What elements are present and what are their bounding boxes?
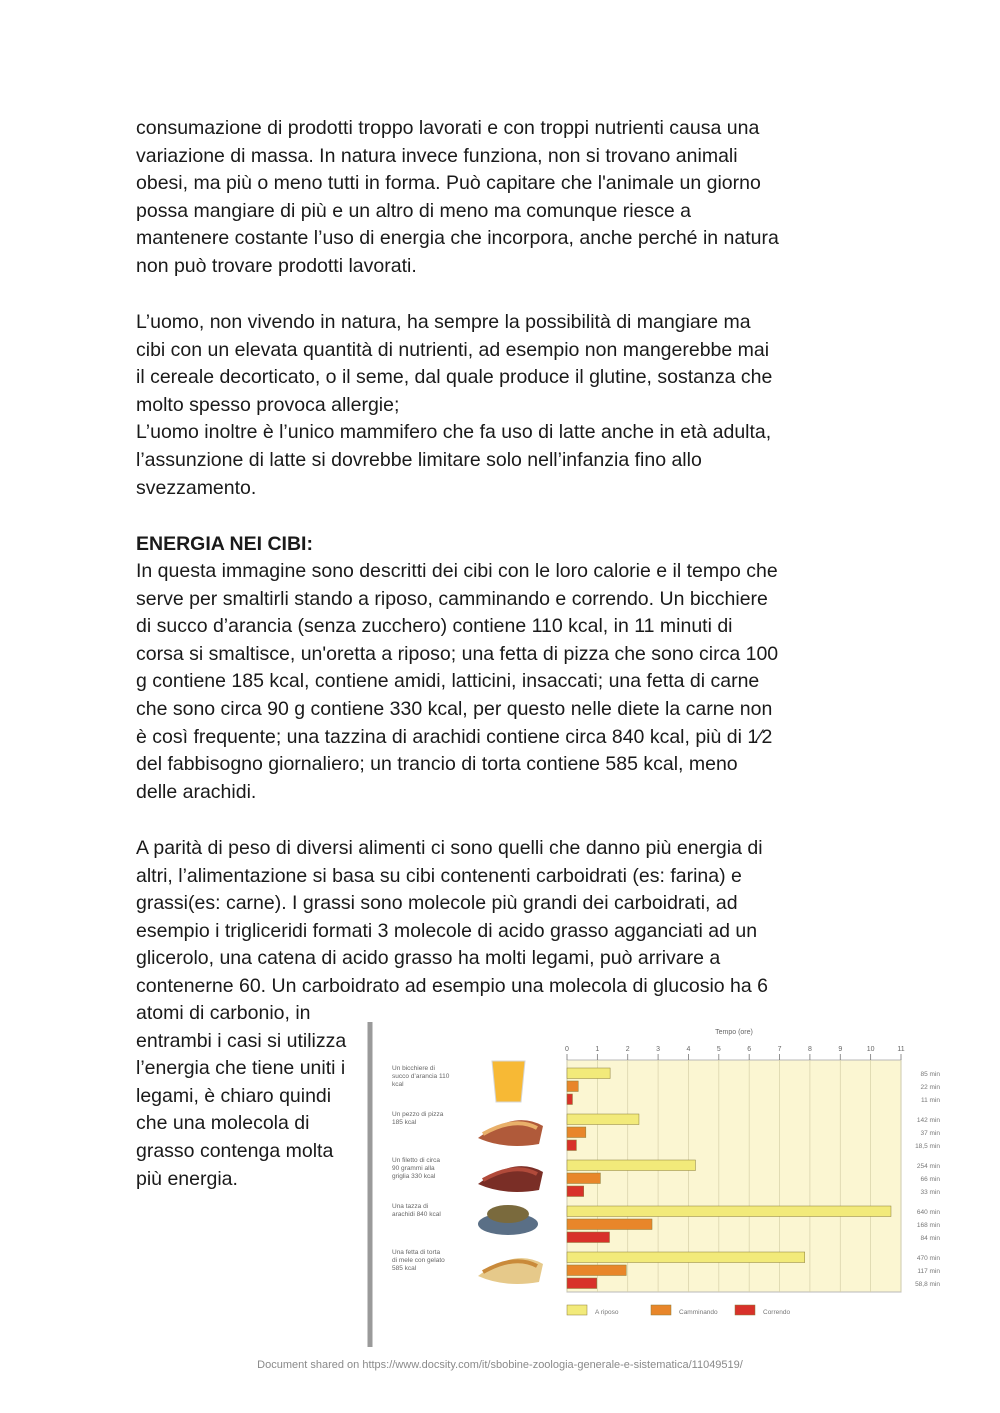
- legend-label: A riposo: [595, 1309, 619, 1316]
- paragraph-energia-cibi: [136, 558, 836, 806]
- value-label: 117 min: [917, 1268, 940, 1275]
- text-line: delle arachidi.: [136, 780, 257, 803]
- category-label: Un pezzo di pizza: [392, 1111, 444, 1118]
- text-line: l’assunzione di latte si dovrebbe limitare solo nell’infanzia fino allo: [136, 448, 702, 471]
- value-label: 470 min: [916, 1255, 940, 1262]
- text-line: grassi(es: carne). I grassi sono molecole più grandi dei carboidrati, ad: [136, 892, 738, 915]
- legend-swatch: [651, 1305, 671, 1315]
- legend-label: Correndo: [763, 1309, 791, 1316]
- text-line: non può trovare prodotti lavorati.: [136, 254, 417, 277]
- text-line: glicerolo, una catena di acido grasso ha molti legami, può arrivare a: [136, 947, 721, 970]
- value-label: 22 min: [920, 1084, 940, 1091]
- legend-label: Camminando: [679, 1309, 718, 1316]
- value-label: 640 min: [916, 1209, 940, 1216]
- x-tick-label: 2: [625, 1046, 630, 1053]
- text-line: svezzamento.: [136, 476, 257, 499]
- text-line: g contiene 185 kcal, contiene amidi, latticini, insaccati; una fetta di carne: [136, 670, 760, 693]
- x-tick-label: 4: [686, 1046, 691, 1053]
- x-tick-label: 10: [866, 1046, 875, 1053]
- text-line: obesi, ma più o meno tutti in forma. Può capitare che l'animale un giorno: [136, 172, 761, 195]
- value-label: 142 min: [916, 1117, 940, 1124]
- bar: [567, 1186, 584, 1197]
- category-label: Una tazza di: [392, 1203, 429, 1210]
- legend-swatch: [567, 1305, 587, 1315]
- text-line: che una molecola di: [136, 1112, 310, 1135]
- text-line: l’energia che tiene uniti i: [136, 1057, 346, 1080]
- text-line: di succo d’arancia (senza zucchero) contiene 110 kcal, in 11 minuti di: [136, 615, 733, 638]
- text-line: che sono circa 90 g contiene 330 kcal, per questo nelle diete la carne non: [136, 697, 773, 720]
- value-label: 85 min: [920, 1071, 940, 1078]
- paragraph-uomo: [136, 309, 836, 502]
- value-label: 66 min: [920, 1176, 940, 1183]
- bar: [567, 1252, 805, 1263]
- x-tick-label: 11: [897, 1046, 905, 1053]
- food-energy-figure: [365, 1022, 965, 1350]
- x-tick-label: 5: [716, 1046, 721, 1053]
- text-line: mantenere costante l’uso di energia che incorpora, anche perché in natura: [136, 227, 779, 250]
- value-label: 58,8 min: [915, 1281, 940, 1288]
- value-label: 33 min: [920, 1189, 940, 1196]
- category-label: succo d’arancia 110: [392, 1073, 450, 1080]
- text-line: è così frequente; una tazzina di arachidi contiene circa 840 kcal, più di 1⁄2: [136, 725, 773, 748]
- bar: [567, 1140, 576, 1151]
- text-line: consumazione di prodotti troppo lavorati e con troppi nutrienti causa una: [136, 117, 760, 139]
- text-line: legami, è chiaro quindi: [136, 1084, 332, 1107]
- text-line: A parità di peso di diversi alimenti ci sono quelli che danno più energia di: [136, 837, 763, 859]
- bar: [567, 1232, 610, 1243]
- bar: [567, 1160, 695, 1171]
- category-label: 185 kcal: [392, 1119, 417, 1126]
- value-label: 168 min: [916, 1222, 940, 1229]
- category-label: griglia 330 kcal: [392, 1173, 436, 1180]
- value-label: 18,5 min: [915, 1143, 940, 1150]
- bar: [567, 1219, 652, 1230]
- text-line: atomi di carbonio, in: [136, 1002, 311, 1024]
- juice-glass-icon: [492, 1061, 525, 1102]
- bar: [567, 1127, 586, 1138]
- category-label: Un bicchiere di: [392, 1065, 435, 1072]
- category-label: kcal: [392, 1081, 404, 1088]
- text-line: In questa immagine sono descritti dei cibi con le loro calorie e il tempo che: [136, 560, 778, 582]
- x-tick-label: 0: [565, 1046, 569, 1053]
- paragraph-consumazione: [136, 115, 836, 281]
- section-heading: ENERGIA NEI CIBI:: [136, 533, 313, 555]
- text-line: esempio i trigliceridi formati 3 molecole di acido grasso agganciati ad un: [136, 919, 758, 942]
- value-label: 84 min: [920, 1235, 940, 1242]
- bar: [567, 1278, 597, 1289]
- text-line: L’uomo, non vivendo in natura, ha sempre la possibilità di mangiare ma: [136, 311, 751, 333]
- value-label: 254 min: [916, 1163, 940, 1170]
- text-line: contenerne 60. Un carboidrato ad esempio una molecola di glucosio ha 6: [136, 974, 768, 997]
- bar: [567, 1114, 639, 1125]
- text-line: serve per smaltirli stando a riposo, camminando e correndo. Un bicchiere: [136, 587, 768, 610]
- value-label: 11 min: [920, 1097, 940, 1104]
- x-tick-label: 3: [656, 1046, 661, 1053]
- bar: [567, 1173, 600, 1184]
- category-label: arachidi 840 kcal: [392, 1211, 441, 1218]
- bar: [567, 1265, 626, 1276]
- text-line: più energia.: [136, 1167, 238, 1190]
- x-tick-label: 6: [747, 1046, 752, 1053]
- chart-title: Tempo (ore): [715, 1029, 753, 1036]
- value-label: 37 min: [920, 1130, 940, 1137]
- category-label: Una fetta di torta: [392, 1249, 441, 1256]
- text-line: cibi con un elevata quantità di nutrienti, ad esempio non mangerebbe mai: [136, 338, 770, 361]
- bar: [567, 1094, 572, 1105]
- category-label: 585 kcal: [392, 1265, 417, 1272]
- x-tick-label: 9: [838, 1046, 843, 1053]
- paragraph-energia-legami: [136, 1000, 376, 1193]
- text-line: entrambi i casi si utilizza: [136, 1029, 347, 1052]
- bar: [567, 1206, 891, 1217]
- category-label: 90 grammi alla: [392, 1165, 435, 1172]
- x-tick-label: 8: [807, 1046, 812, 1053]
- text-line: L’uomo inoltre è l’unico mammifero che fa uso di latte anche in età adulta,: [136, 421, 772, 444]
- text-line: grasso contenga molta: [136, 1139, 334, 1162]
- bar: [567, 1068, 610, 1079]
- food-energy-chart: [365, 1022, 965, 1350]
- bar: [567, 1081, 578, 1092]
- category-label: di mele con gelato: [392, 1257, 445, 1264]
- x-tick-label: 7: [777, 1046, 782, 1053]
- text-line: molto spesso provoca allergie;: [136, 393, 400, 416]
- text-line: altri, l’alimentazione si basa su cibi contenenti carboidrati (es: farina) e: [136, 864, 742, 887]
- peanuts-icon: [487, 1205, 529, 1223]
- text-line: corsa si smaltisce, un'oretta a riposo; una fetta di pizza che sono circa 100: [136, 642, 779, 665]
- text-line: possa mangiare di più e un altro di meno ma comunque riesce a: [136, 199, 691, 222]
- x-tick-label: 1: [595, 1046, 600, 1053]
- legend-swatch: [735, 1305, 755, 1315]
- category-label: Un filetto di circa: [392, 1157, 441, 1164]
- text-line: il cereale decorticato, o il seme, dal quale produce il glutine, sostanza che: [136, 366, 773, 389]
- paragraph-carboidrati-grassi: [136, 835, 836, 1001]
- text-line: del fabbisogno giornaliero; un trancio di torta contiene 585 kcal, meno: [136, 753, 738, 776]
- footer-shared-note: Document shared on https://www.docsity.com/it/sbobine-zoologia-generale-e-sistematica/11049519/: [257, 1359, 743, 1371]
- text-line: variazione di massa. In natura invece funziona, non si trovano animali: [136, 144, 738, 167]
